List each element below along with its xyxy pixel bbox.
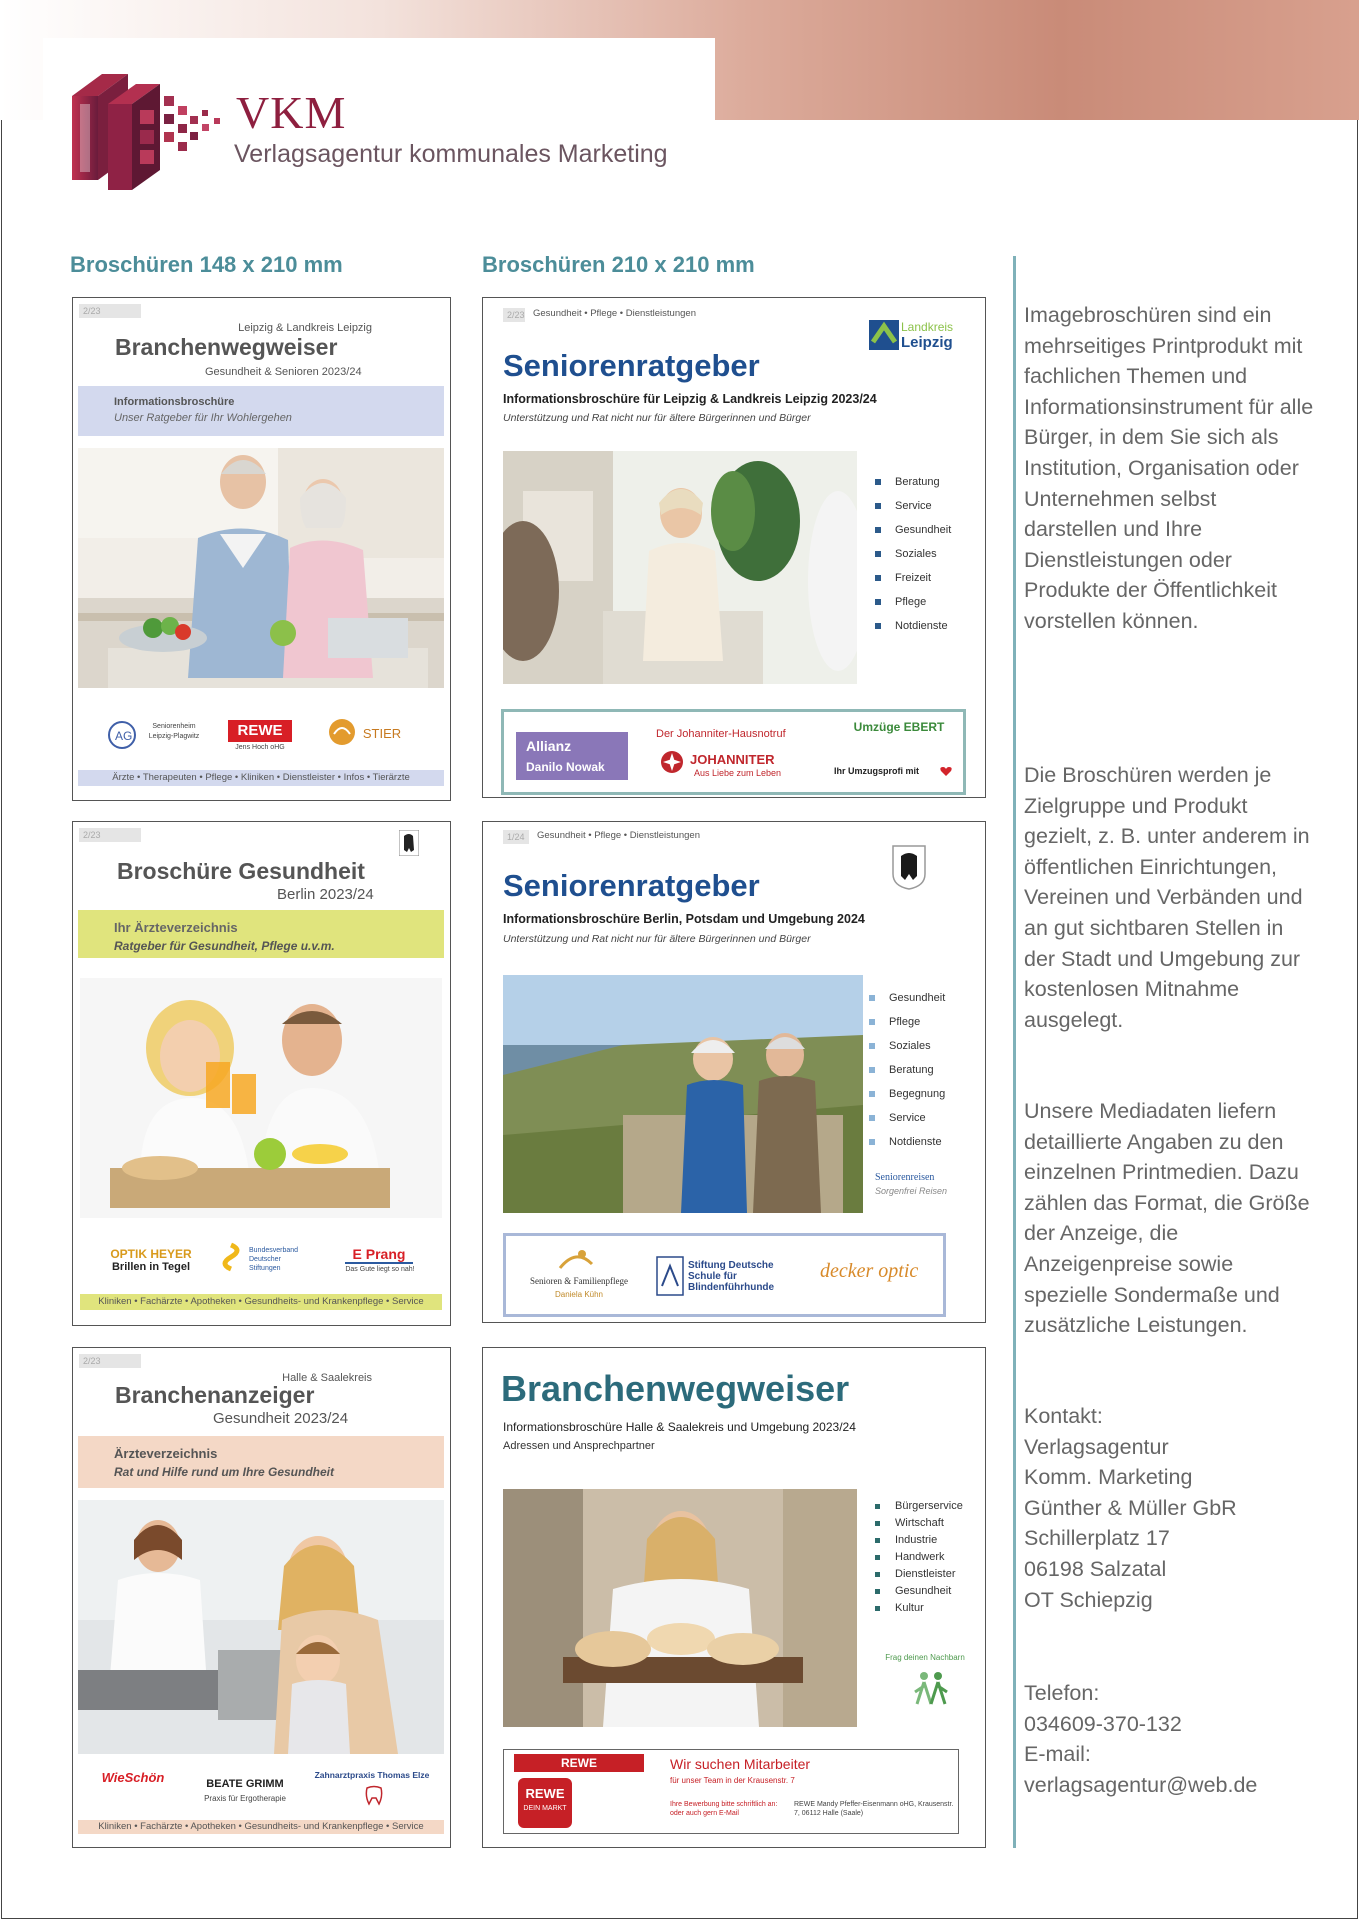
sidebar-paragraph-1 (1024, 300, 1314, 637)
sidebar-phone-email (1024, 1678, 1314, 1800)
seniorenheim-logo-icon (107, 720, 137, 750)
brochure-footer: Ärzte • Therapeuten • Pflege • Kliniken • Dienstleister • Infos • Tierärzte (78, 770, 444, 786)
heart-icon (940, 766, 952, 777)
brochure-note: Adressen und Ansprechpartner (503, 1440, 655, 1452)
svg-text:AG: AG (115, 729, 133, 743)
brochure-note: Unterstützung und Rat nicht nur für ältere Bürgerinnen und Bürger (503, 933, 811, 945)
brochure-berlin-seniorenratgeber (482, 821, 986, 1323)
topic-item: Industrie (873, 1532, 963, 1549)
topic-item: Dienstleister (873, 1566, 963, 1583)
band-subtitle: Unser Ratgeber für Ihr Wohlergehen (114, 412, 292, 424)
brochure-kicker: Gesundheit • Pflege • Dienstleistungen (533, 308, 696, 319)
vkm-logo-icon (68, 66, 223, 196)
seniors-coast-photo (503, 975, 863, 1213)
topic-list (873, 1498, 963, 1617)
contact-line: Günther & Müller GbR (1024, 1495, 1237, 1520)
kitchen-couple-photo (78, 448, 444, 688)
brochure-subtitle: Gesundheit 2023/24 (213, 1410, 349, 1427)
rewe-badge-name: REWE (525, 1786, 565, 1801)
johanniter-ad-sub: Aus Liebe zum Leben (694, 768, 782, 778)
brochure-title: Broschüre Gesundheit (117, 858, 365, 884)
elze-sponsor: Zahnarztpraxis Thomas Elze (314, 1770, 430, 1780)
rewe-ad-subline: für unser Team in der Krausenstr. 7 (670, 1776, 795, 1785)
rewe-ad-headline: Wir suchen Mitarbeiter (670, 1756, 811, 1772)
topic-list (867, 986, 945, 1154)
decker-optic-ad: decker optic (820, 1260, 919, 1282)
nachbarn-people-icon (911, 1668, 951, 1708)
prang-sponsor: E Prang (345, 1246, 413, 1264)
brochure-title: Branchenwegweiser (115, 334, 338, 360)
brochure-leipzig-seniorenratgeber (482, 297, 986, 798)
topic-item: Handwerk (873, 1549, 963, 1566)
stier-logo-icon (328, 718, 356, 746)
landkreis-logo-line2: Leipzig (901, 334, 953, 351)
contact-line: Komm. Marketing (1024, 1465, 1193, 1490)
rewe-sponsor-sub: Jens Hoch oHG (235, 744, 285, 751)
info-band (78, 1436, 444, 1488)
berlin-bear-icon (399, 830, 419, 856)
band-title: Informationsbroschüre (114, 396, 235, 408)
tooth-icon (363, 1784, 385, 1806)
rewe-ad-badge (518, 1778, 572, 1828)
topic-item: Gesundheit (867, 986, 945, 1010)
sidebar-text: Imagebroschüren sind ein mehrseitiges Printprodukt mit fachlichen Themen und Informationsinstrument für alle Bürger, in dem Sie sich als Institution, Organisation oder Unternehmen selbst darstellen und Ihre Dienstleistungen oder Produkte der Öffentlichkeit vorstellen können. (1024, 303, 1314, 633)
email-label: E-mail: (1024, 1742, 1091, 1767)
brochure-kicker: Halle & Saalekreis (282, 1372, 372, 1384)
blindenfuehrhund-ad: Stiftung Deutsche Schule für Blindenführhunde (688, 1260, 775, 1293)
ebert-ad-brand: Umzüge EBERT (853, 720, 945, 734)
contact-line: OT Schiepzig (1024, 1587, 1153, 1612)
blindenfuehrhund-logo-icon (656, 1256, 684, 1296)
familienpflege-logo-icon (556, 1246, 596, 1272)
rewe-sponsor: REWE (228, 720, 292, 742)
prang-sponsor-sub: Das Gute liegt so nah! (345, 1266, 415, 1273)
baker-bread-photo (503, 1489, 857, 1727)
topic-item: Soziales (873, 542, 951, 566)
topic-item: Wirtschaft (873, 1515, 963, 1532)
contact-line: Verlagsagentur (1024, 1434, 1169, 1459)
doctor-mother-child-photo (78, 1500, 444, 1754)
grimm-sponsor-sub: Praxis für Ergotherapie (204, 1794, 286, 1803)
contact-line: Kontakt: (1024, 1404, 1103, 1428)
band-subtitle: Ratgeber für Gesundheit, Pflege u.v.m. (114, 939, 335, 953)
topic-item: Notdienste (867, 1130, 945, 1154)
brochure-note: Unterstützung und Rat nicht nur für ältere Bürgerinnen und Bürger (503, 412, 811, 424)
logo-subtitle: Verlagsagentur kommunales Marketing (234, 140, 668, 168)
landkreis-leipzig-logo (869, 318, 969, 356)
sidebar-text: Die Broschüren werden je Zielgruppe und Produkt gezielt, z. B. unter anderem in öffentlichen Einrichtungen, Vereinen und Verbänden und an gut sichtbaren Stellen in der Stadt und Umgebung zur kostenlosen Mitnahme ausgelegt. (1024, 763, 1310, 1032)
contact-line: Schillerplatz 17 (1024, 1526, 1170, 1551)
topic-item: Notdienste (873, 614, 951, 638)
page-tag: 2/23 (79, 828, 141, 842)
sidebar-divider (1013, 256, 1016, 1848)
ebert-ad-sub: Ihr Umzugsprofi mit (834, 766, 919, 776)
brochure-subtitle: Informationsbroschüre für Leipzig & Landkreis Leipzig 2023/24 (503, 392, 877, 406)
seniorenreisen-ad: Seniorenreisen (875, 1172, 935, 1183)
wieschoen-sponsor: WieSchön (101, 1770, 165, 1785)
topic-item: Soziales (867, 1034, 945, 1058)
info-band (78, 386, 444, 436)
topic-item: Service (867, 1106, 945, 1130)
allianz-ad (516, 732, 628, 780)
stier-sponsor: STIER (362, 726, 402, 741)
familienpflege-ad-name: Daniela Kühn (554, 1290, 604, 1299)
topic-list (873, 470, 951, 638)
sidebar-paragraph-2 (1024, 760, 1314, 1035)
topic-item: Kultur (873, 1600, 963, 1617)
band-title: Ihr Ärzteverzeichnis (114, 920, 238, 935)
topic-item: Gesundheit (873, 1583, 963, 1600)
contact-line: 06198 Salzatal (1024, 1556, 1167, 1581)
ad-strip (501, 709, 966, 795)
stiftungen-logo-icon (216, 1242, 246, 1272)
brochure-footer: Kliniken • Fachärzte • Apotheken • Gesundheits- und Krankenpflege • Service (80, 1294, 442, 1310)
topic-item: Service (873, 494, 951, 518)
ad-strip (503, 1233, 946, 1317)
seniorenheim-sponsor: Seniorenheim Leipzig-Plagwitz (148, 723, 200, 740)
seniorenreisen-ad-sub: Sorgenfrei Reisen (875, 1186, 948, 1196)
page-tag: 2/23 (79, 304, 141, 318)
stiftungen-sponsor: Bundesverband Deutscher Stiftungen (249, 1247, 299, 1272)
brochure-halle-branchenanzeiger (72, 1347, 451, 1848)
brochure-title: Seniorenratgeber (503, 868, 760, 903)
breakfast-couple-photo (80, 978, 442, 1218)
phone-label: Telefon: (1024, 1681, 1100, 1705)
page-tag: 2/23 (503, 308, 525, 322)
rewe-ad-contact: REWE Mandy Pfeffer-Eisenmann oHG, Krausenstr. 7, 06112 Halle (Saale) (794, 1801, 954, 1817)
topic-item: Pflege (873, 590, 951, 614)
optik-heyer-sub: Brillen in Tegel (111, 1261, 191, 1273)
topic-item: Begegnung (867, 1082, 945, 1106)
brochure-subtitle: Gesundheit & Senioren 2023/24 (205, 366, 362, 378)
left-column-title: Broschüren 148 x 210 mm (70, 252, 343, 277)
page-tag: 1/24 (503, 830, 529, 844)
sidebar-contact (1024, 1401, 1314, 1615)
topic-item: Beratung (873, 470, 951, 494)
nachbarn-ad: Frag deinen Nachbarn (885, 1653, 965, 1662)
band-title: Ärzteverzeichnis (114, 1446, 218, 1461)
brochure-leipzig-branchenwegweiser (72, 297, 451, 801)
topic-item: Gesundheit (873, 518, 951, 542)
info-band (78, 910, 444, 958)
johanniter-ad-brand: JOHANNITER (690, 752, 775, 767)
logo-name: VKM (236, 87, 347, 138)
brochure-kicker: Gesundheit • Pflege • Dienstleistungen (537, 830, 700, 841)
rewe-ad-brand: REWE (514, 1754, 644, 1772)
senior-conversation-photo (503, 451, 857, 684)
brochure-halle-branchenwegweiser (482, 1347, 986, 1848)
landkreis-logo-icon (869, 320, 899, 350)
band-subtitle: Rat und Hilfe rund um Ihre Gesundheit (114, 1465, 335, 1479)
grimm-sponsor: BEATE GRIMM (206, 1778, 284, 1790)
phone-number[interactable]: 034609-370-132 (1024, 1711, 1182, 1736)
page-tag: 2/23 (79, 1354, 141, 1368)
allianz-ad-brand: Allianz (526, 738, 572, 754)
brochure-footer: Kliniken • Fachärzte • Apotheken • Gesundheits- und Krankenpflege • Service (78, 1820, 444, 1834)
berlin-coat-of-arms-icon (891, 844, 927, 890)
optik-heyer-sponsor: OPTIK HEYER (110, 1247, 192, 1261)
allianz-ad-name: Danilo Nowak (526, 760, 605, 774)
rewe-badge-sub: DEIN MARKT (523, 1805, 567, 1812)
rewe-ad-apply: Ihre Bewerbung bitte schriftlich an: oder auch gern E-Mail (670, 1801, 778, 1817)
brochure-title: Seniorenratgeber (503, 348, 760, 383)
rewe-job-ad (503, 1749, 959, 1834)
brochure-kicker: Leipzig & Landkreis Leipzig (238, 322, 372, 334)
brochure-subtitle: Berlin 2023/24 (277, 886, 374, 903)
johanniter-cross-icon (660, 750, 684, 774)
email-link[interactable]: verlagsagentur@web.de (1024, 1772, 1258, 1797)
landkreis-logo-line1: Landkreis (901, 320, 954, 334)
johanniter-ad-headline: Der Johanniter-Hausnotruf (656, 728, 786, 740)
brochure-subtitle: Informationsbroschüre Berlin, Potsdam und Umgebung 2024 (503, 912, 865, 926)
brochure-subtitle: Informationsbroschüre Halle & Saalekreis und Umgebung 2023/24 (503, 1420, 856, 1434)
topic-item: Beratung (867, 1058, 945, 1082)
brochure-title: Branchenanzeiger (115, 1382, 315, 1408)
brochure-berlin-gesundheit (72, 821, 451, 1326)
topic-item: Bürgerservice (873, 1498, 963, 1515)
right-column-title: Broschüren 210 x 210 mm (482, 252, 755, 277)
sidebar-paragraph-3 (1024, 1096, 1314, 1341)
topic-item: Pflege (867, 1010, 945, 1034)
topic-item: Freizeit (873, 566, 951, 590)
brochure-title: Branchenwegweiser (501, 1368, 850, 1409)
familienpflege-ad: Senioren & Familienpflege (530, 1276, 628, 1286)
sidebar-text: Unsere Mediadaten liefern detaillierte Angaben zu den einzelnen Printmedien. Dazu zählen das Format, die Größe der Anzeige, die Anzeigenpreise sowie spezielle Sondermaße und zusätzliche Leistungen. (1024, 1099, 1310, 1338)
